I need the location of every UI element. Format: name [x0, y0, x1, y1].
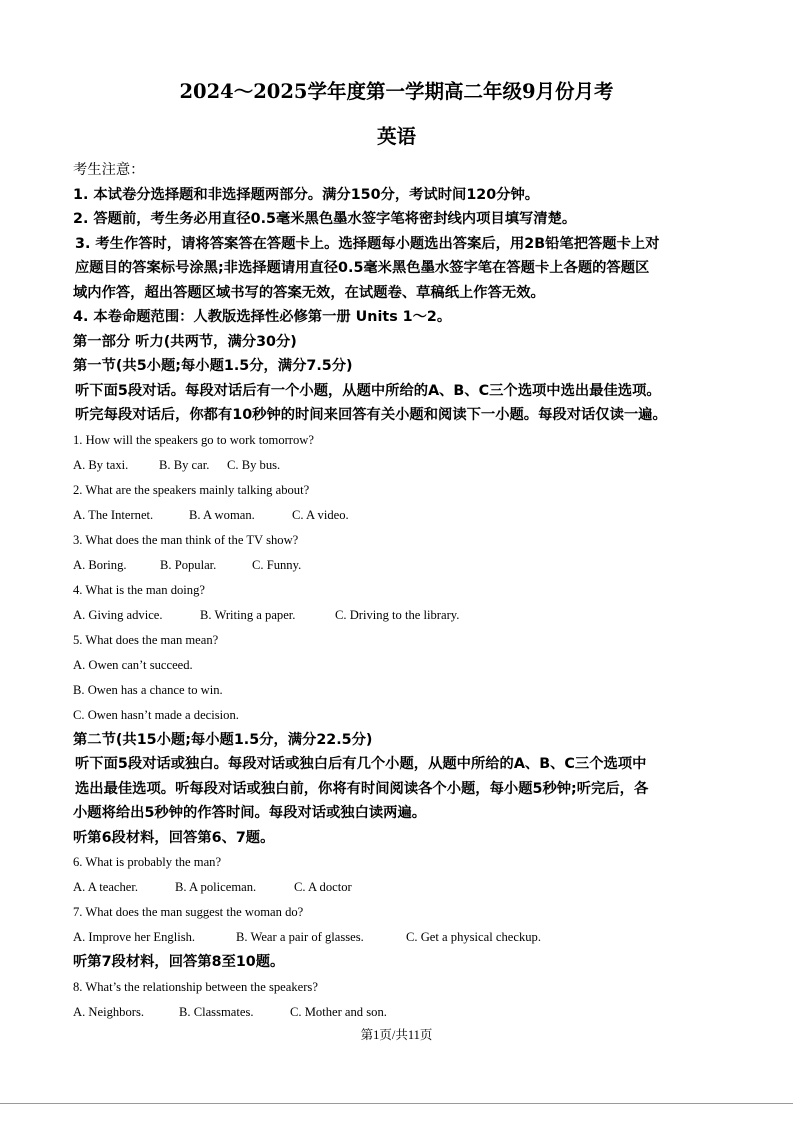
question-8: 8. What’s the relationship between the speakers? [73, 979, 318, 994]
group-8-10-heading: 听第7段材料，回答第8至10题。 [73, 954, 285, 970]
option-b: B. Wear a pair of glasses. [236, 930, 364, 944]
option-c: C. A doctor [294, 880, 352, 894]
option-a: A. Neighbors. [73, 1004, 145, 1019]
option-b: B. A policeman. [175, 880, 257, 894]
section1-instructions-line-2: 听完每段对话后，你都有10秒钟的时间来回答有关小题和阅读下一小题。每段对话仅读一遍。 [75, 407, 667, 423]
section2-instructions-line-2: 选出最佳选项。听每段对话或独白前，你将有时间阅读各个小题，每小题5秒钟;听完后，各 [75, 780, 649, 797]
section1-heading: 第一节(共5小题;每小题1.5分，满分7.5分) [73, 358, 353, 374]
exam-content [73, 158, 733, 1025]
option-b: B. Popular. [160, 557, 217, 572]
notice-item-3-line-2: 应题目的答案标号涂黑;非选择题请用直径0.5毫米黑色墨水签字笔在答题卡上各题的答题区 [75, 260, 650, 276]
option-a: A. By taxi. [73, 457, 129, 472]
part1-heading: 第一部分 听力(共两节，满分30分) [73, 333, 297, 350]
section2-instructions-line-3: 小题将给出5秒钟的作答时间。每段对话或独白读两遍。 [73, 805, 427, 821]
exam-title: 2024～2025学年度第一学期高二年级9月份月考 [179, 80, 614, 103]
group-6-7-heading: 听第6段材料，回答第6、7题。 [73, 829, 275, 846]
option-c: C. Funny. [252, 557, 302, 572]
option-a: A. The Internet. [73, 507, 154, 522]
question-5-option-a: A. Owen can’t succeed. [73, 657, 193, 672]
question-2: 2. What are the speakers mainly talking about? [73, 482, 310, 497]
notice-item-3-line-3: 域内作答，超出答题区域书写的答案无效，在试题卷、草稿纸上作答无效。 [73, 284, 545, 301]
question-1-options [73, 453, 733, 478]
option-a: A. Boring. [73, 557, 127, 572]
notice-item-2: 2. 答题前，考生务必用直径0.5毫米黑色墨水签字笔将密封线内项目填写清楚。 [73, 211, 577, 227]
question-7: 7. What does the man suggest the woman do? [73, 905, 304, 919]
option-a: A. A teacher. [73, 880, 139, 894]
option-a: A. Giving advice. [73, 607, 163, 622]
option-c: C. Get a physical checkup. [406, 930, 541, 944]
notice-item-1: 1. 本试卷分选择题和非选择题两部分。满分150分，考试时间120分钟。 [73, 186, 540, 203]
question-6-options [73, 875, 733, 900]
option-b: B. Writing a paper. [200, 607, 296, 622]
notice-item-3: 3. 考生作答时，请将答案答在答题卡上。选择题每小题选出答案后，用2B铅笔把答题卡上对 [75, 235, 660, 252]
question-5: 5. What does the man mean? [73, 632, 219, 647]
option-b: B. A woman. [189, 507, 255, 522]
question-6: 6. What is probably the man? [73, 855, 222, 869]
question-4: 4. What is the man doing? [73, 582, 205, 597]
section2-heading: 第二节(共15小题;每小题1.5分，满分22.5分) [73, 731, 373, 748]
option-b: B. Classmates. [179, 1004, 254, 1019]
subject-title: 英语 [376, 125, 416, 148]
question-5-option-c: C. Owen hasn’t made a decision. [73, 707, 239, 722]
option-c: C. Mother and son. [290, 1004, 387, 1019]
section2-instructions-line-1: 听下面5段对话或独白。每段对话或独白后有几个小题，从题中所给的A、B、C三个选项中 [75, 756, 647, 772]
notice-heading: 考生注意： [73, 162, 145, 178]
option-b: B. By car. [159, 457, 210, 472]
option-c: C. By bus. [227, 457, 281, 472]
question-5-option-b: B. Owen has a chance to win. [73, 682, 223, 697]
bottom-divider [0, 1103, 793, 1104]
option-c: C. Driving to the library. [335, 607, 460, 622]
option-c: C. A video. [292, 507, 349, 522]
question-1: 1. How will the speakers go to work tomorrow? [73, 432, 314, 447]
question-3-options [73, 553, 733, 578]
question-2-options [73, 503, 733, 528]
notice-item-4: 4. 本卷命题范围：人教版选择性必修第一册 Units 1～2。 [73, 309, 452, 325]
question-7-options [73, 925, 733, 950]
section1-instructions-line-1: 听下面5段对话。每段对话后有一个小题，从题中所给的A、B、C三个选项中选出最佳选项。 [75, 382, 661, 399]
option-a: A. Improve her English. [73, 930, 196, 944]
question-3: 3. What does the man think of the TV show? [73, 532, 299, 547]
question-4-options [73, 603, 733, 628]
question-8-options [73, 1000, 733, 1025]
page-number: 第1页/共11页 [360, 1028, 433, 1042]
